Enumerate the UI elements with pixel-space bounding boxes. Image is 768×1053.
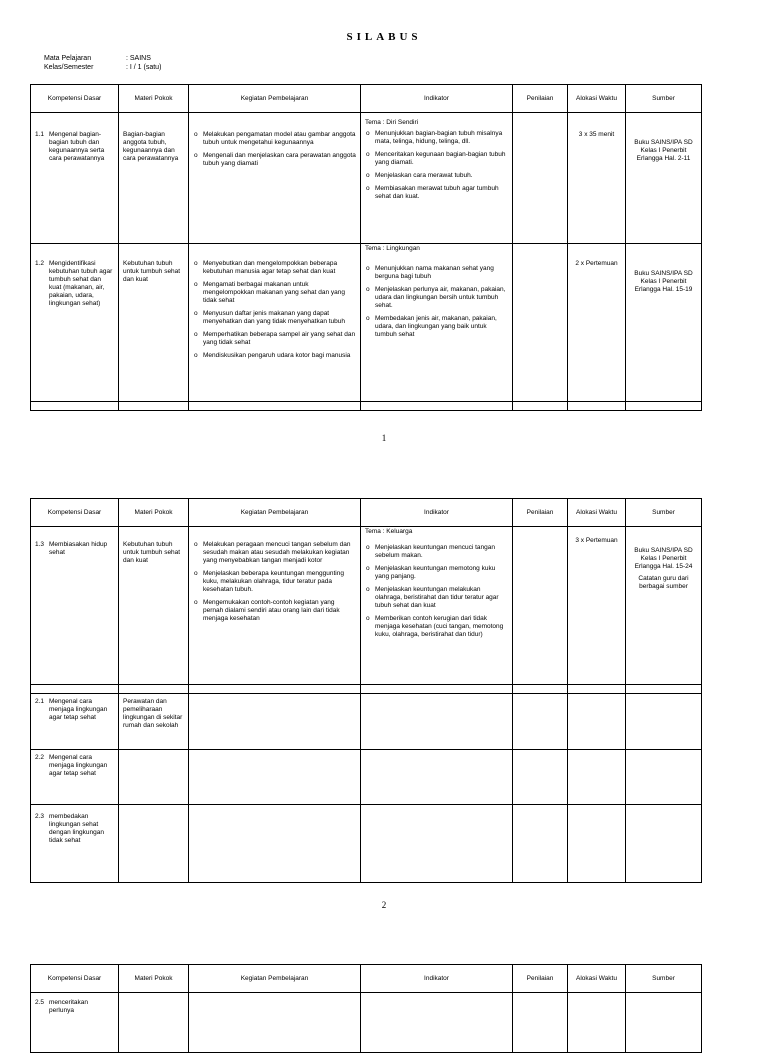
tema-label: Tema : Diri Sendiri (365, 119, 419, 126)
header-materi: Materi Pokok (119, 965, 189, 993)
table-header-row (31, 85, 702, 113)
list-item: o Menjelaskan perlunya air, makanan, pakaian, udara dan lingkungan bersih untuk tumbuh sehat. (365, 286, 508, 310)
table-header-row (31, 499, 702, 527)
kd-text: Membiasakan hidup sehat (49, 541, 108, 556)
header-kompetensi: Kompetensi Dasar (31, 499, 119, 527)
tema-label: Tema : Lingkungan (365, 245, 420, 252)
kd-number: 1.3 (35, 541, 45, 548)
header-indikator: Indikator (361, 965, 513, 993)
header-sumber: Sumber (626, 85, 702, 113)
sumber-text: Buku SAINS/IPA SD Kelas I Penerbit Erlangga Hal. 15-19 (634, 270, 693, 293)
list-item: o Menunjukkan nama makanan sehat yang berguna bagi tubuh (365, 265, 508, 281)
alokasi-text: 3 x 35 menit (578, 131, 615, 138)
header-kompetensi: Kompetensi Dasar (31, 965, 119, 993)
list-item: o Membedakan jenis air, makanan, pakaian, udara, dan lingkungan yang baik untuk tumbuh sehat (365, 315, 508, 339)
syllabus-meta (44, 54, 161, 72)
page-number: 2 (381, 900, 387, 910)
kd-text: Mengenal cara menjaga lingkungan agar tetap sehat (49, 698, 108, 721)
list-item: o Menyebutkan dan mengelompokkan beberapa kebutuhan manusia agar tetap sehat dan kuat (193, 260, 356, 276)
table-row (31, 244, 702, 402)
header-penilaian: Penilaian (513, 965, 568, 993)
list-item: o Menunjukkan bagian-bagian tubuh misalnya mata, telinga, hidung, telinga, dll. (365, 130, 508, 146)
list-item: o Mengemukakan contoh-contoh kegiatan yang pernah dialami sendiri atau orang lain dari tidak menjaga kesehatan (193, 599, 356, 623)
table-row (31, 805, 702, 883)
subject-value: : SAINS (126, 55, 151, 62)
kd-text: menceritakan perlunya (49, 999, 89, 1014)
materi-text: Kebutuhan tubuh untuk tumbuh sehat dan kuat (123, 541, 181, 564)
header-sumber: Sumber (626, 965, 702, 993)
list-item: o Menjelaskan cara merawat tubuh. (365, 172, 508, 180)
materi-text: Kebutuhan tubuh untuk tumbuh sehat dan kuat (123, 260, 181, 283)
kd-number: 2.1 (35, 698, 45, 705)
list-item: o Membiasakan merawat tubuh agar tumbuh sehat dan kuat. (365, 185, 508, 201)
list-item: o Mengamati berbagai makanan untuk mengelompokkan makanan yang sehat dan yang tidak sehat (193, 281, 356, 305)
header-sumber: Sumber (626, 499, 702, 527)
catatan-text: Catatan guru dari berbagai sumber (638, 575, 689, 590)
header-penilaian: Penilaian (513, 499, 568, 527)
kd-text: Mengenal bagian-bagian tubuh dan kegunaannya serta cara perawatannya (49, 131, 105, 162)
list-item: o Mendiskusikan pengaruh udara kotor bagi manusia (193, 352, 356, 360)
list-item: o Memperhatikan beberapa sampel air yang sehat dan yang tidak sehat (193, 331, 356, 347)
kd-number: 2.2 (35, 754, 45, 761)
list-item: o Menyusun daftar jenis makanan yang dapat menyehatkan dan yang tidak menyehatkan tubuh (193, 310, 356, 326)
list-item: o Memberikan contoh kerugian dari tidak menjaga kesehatan (cuci tangan, memotong kuku, olahraga, beristirahat dan tidur) (365, 615, 508, 639)
table-row (31, 694, 702, 750)
sumber-text: Buku SAINS/IPA SD Kelas I Penerbit Erlangga Hal. 2-11 (634, 139, 693, 162)
syllabus-table-page-2 (30, 498, 702, 883)
table-header-row (31, 965, 702, 993)
list-item: o Menceritakan kegunaan bagian-bagian tubuh yang diamati. (365, 151, 508, 167)
materi-text: Perawatan dan pemeliharaan lingkungan di sekitar rumah dan sekolah (123, 698, 183, 729)
list-item: o Menjelaskan keuntungan melakukan olahraga, beristirahat dan tidur teratur agar tubuh sehat dan kuat (365, 586, 508, 610)
syllabus-table-page-3 (30, 964, 702, 1053)
header-kompetensi: Kompetensi Dasar (31, 85, 119, 113)
header-indikator: Indikator (361, 85, 513, 113)
header-alokasi: Alokasi Waktu (568, 85, 626, 113)
class-value: : I / 1 (satu) (126, 64, 162, 71)
kd-number: 2.5 (35, 999, 45, 1006)
materi-text: Bagian-bagian anggota tubuh, kegunaannya dan cara perawatannya (123, 131, 179, 162)
page-number: 1 (381, 433, 387, 443)
class-label: Kelas/Semester (44, 64, 94, 71)
table-row (31, 113, 702, 244)
header-materi: Materi Pokok (119, 85, 189, 113)
table-row (31, 402, 702, 411)
header-kegiatan: Kegiatan Pembelajaran (189, 499, 361, 527)
header-alokasi: Alokasi Waktu (568, 965, 626, 993)
table-row (31, 527, 702, 685)
kd-text: Mengidentifikasi kebutuhan tubuh agar tumbuh sehat dan kuat (makanan, air, pakaian, udara, lingkungan sehat) (49, 260, 113, 307)
document-title: SILABUS (346, 31, 422, 43)
list-item: o Menjelaskan beberapa keuntungan menggunting kuku, melakukan olahraga, tidur teratur pada kesehatan tubuh. (193, 570, 356, 594)
kd-number: 2.3 (35, 813, 45, 820)
alokasi-text: 3 x Pertemuan (575, 537, 618, 544)
syllabus-table-page-1 (30, 84, 702, 411)
header-materi: Materi Pokok (119, 499, 189, 527)
table-row (31, 685, 702, 694)
table-row (31, 993, 702, 1053)
kd-number: 1.1 (35, 131, 45, 138)
list-item: o Melakukan pengamatan model atau gambar anggota tubuh untuk mengetahui kegunaannya (193, 131, 356, 147)
header-indikator: Indikator (361, 499, 513, 527)
kd-text: membedakan lingkungan sehat dengan lingkungan tidak sehat (49, 813, 104, 844)
list-item: o Menjelaskan keuntungan memotong kuku yang panjang. (365, 565, 508, 581)
sumber-text: Buku SAINS/IPA SD Kelas I Penerbit Erlangga Hal. 15-24 (634, 547, 693, 570)
list-item: o Mengenali dan menjelaskan cara perawatan anggota tubuh yang diamati (193, 152, 356, 168)
list-item: o Menjelaskan keuntungan mencuci tangan sebelum makan. (365, 544, 508, 560)
header-penilaian: Penilaian (513, 85, 568, 113)
alokasi-text: 2 x Pertemuan (575, 260, 618, 267)
list-item: o Melakukan peragaan mencuci tangan sebelum dan sesudah makan atau sesudah melakukan kegiatan yang menyebabkan tangan menjadi kotor (193, 541, 356, 565)
kd-number: 1.2 (35, 260, 45, 267)
table-row (31, 750, 702, 805)
header-kegiatan: Kegiatan Pembelajaran (189, 965, 361, 993)
kd-text: Mengenal cara menjaga lingkungan agar tetap sehat (49, 754, 108, 777)
subject-label: Mata Pelajaran (44, 55, 92, 62)
header-kegiatan: Kegiatan Pembelajaran (189, 85, 361, 113)
tema-label: Tema : Keluarga (365, 528, 413, 535)
header-alokasi: Alokasi Waktu (568, 499, 626, 527)
